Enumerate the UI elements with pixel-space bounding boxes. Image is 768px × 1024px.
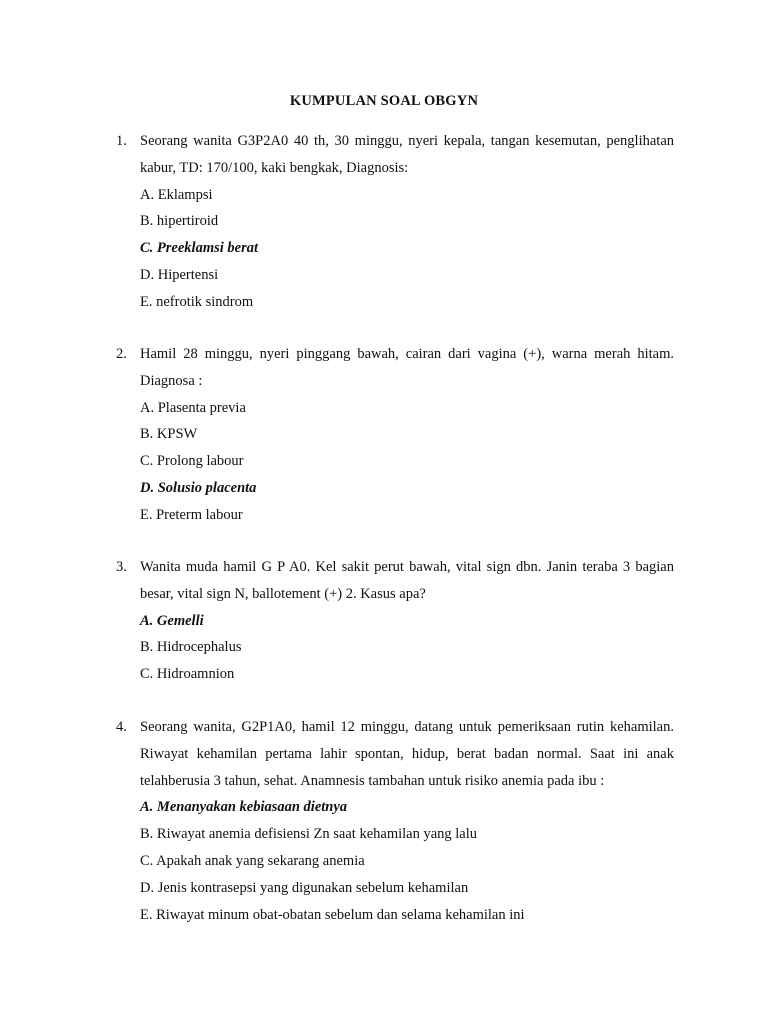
option-c: C. Apakah anak yang sekarang anemia <box>140 852 365 869</box>
option-d-correct: D. Solusio placenta <box>140 479 257 496</box>
question-2 <box>116 341 674 529</box>
question-stem: Hamil 28 minggu, nyeri pinggang bawah, cairan dari vagina (+), warna merah hitam. Diagnosa : <box>140 346 674 389</box>
option-a: A. Eklampsi <box>140 186 213 203</box>
question-stem: Seorang wanita, G2P1A0, hamil 12 minggu, datang untuk pemeriksaan rutin kehamilan. Riwayat kehamilan pertama lahir spontan, hidup, berat badan normal. Saat ini anak telahberusia 3 tahun, sehat. Anamnesis tambahan untuk risiko anemia pada ibu : <box>140 719 674 789</box>
question-number: 3. <box>116 559 127 575</box>
question-stem: Wanita muda hamil G P A0. Kel sakit perut bawah, vital sign dbn. Janin teraba 3 bagian besar, vital sign N, ballotement (+) 2. Kasus apa? <box>140 559 674 602</box>
option-e: E. Riwayat minum obat-obatan sebelum dan selama kehamilan ini <box>140 906 525 923</box>
option-c-correct: C. Preeklamsi berat <box>140 240 259 257</box>
option-a-correct: A. Gemelli <box>140 612 204 629</box>
option-d: D. Hipertensi <box>140 266 219 283</box>
question-4 <box>116 714 674 928</box>
question-1 <box>116 128 674 316</box>
question-number: 1. <box>116 133 127 149</box>
option-c: C. Hidroamnion <box>140 666 235 683</box>
option-b: B. hipertiroid <box>140 213 219 230</box>
question-number: 2. <box>116 346 127 362</box>
option-a: A. Plasenta previa <box>140 399 246 416</box>
option-c: C. Prolong labour <box>140 453 244 470</box>
document-title: KUMPULAN SOAL OBGYN <box>289 93 479 109</box>
option-b: B. Hidrocephalus <box>140 639 242 656</box>
option-e: E. nefrotik sindrom <box>140 293 254 310</box>
option-d: D. Jenis kontrasepsi yang digunakan sebelum kehamilan <box>140 879 469 896</box>
option-b: B. KPSW <box>140 426 198 443</box>
option-a-correct: A. Menanyakan kebiasaan dietnya <box>140 799 348 816</box>
question-number: 4. <box>116 719 127 735</box>
question-3 <box>116 554 674 688</box>
option-b: B. Riwayat anemia defisiensi Zn saat kehamilan yang lalu <box>140 826 478 843</box>
option-e: E. Preterm labour <box>140 506 243 523</box>
question-stem: Seorang wanita G3P2A0 40 th, 30 minggu, nyeri kepala, tangan kesemutan, penglihatan kabur, TD: 170/100, kaki bengkak, Diagnosis: <box>140 133 674 176</box>
